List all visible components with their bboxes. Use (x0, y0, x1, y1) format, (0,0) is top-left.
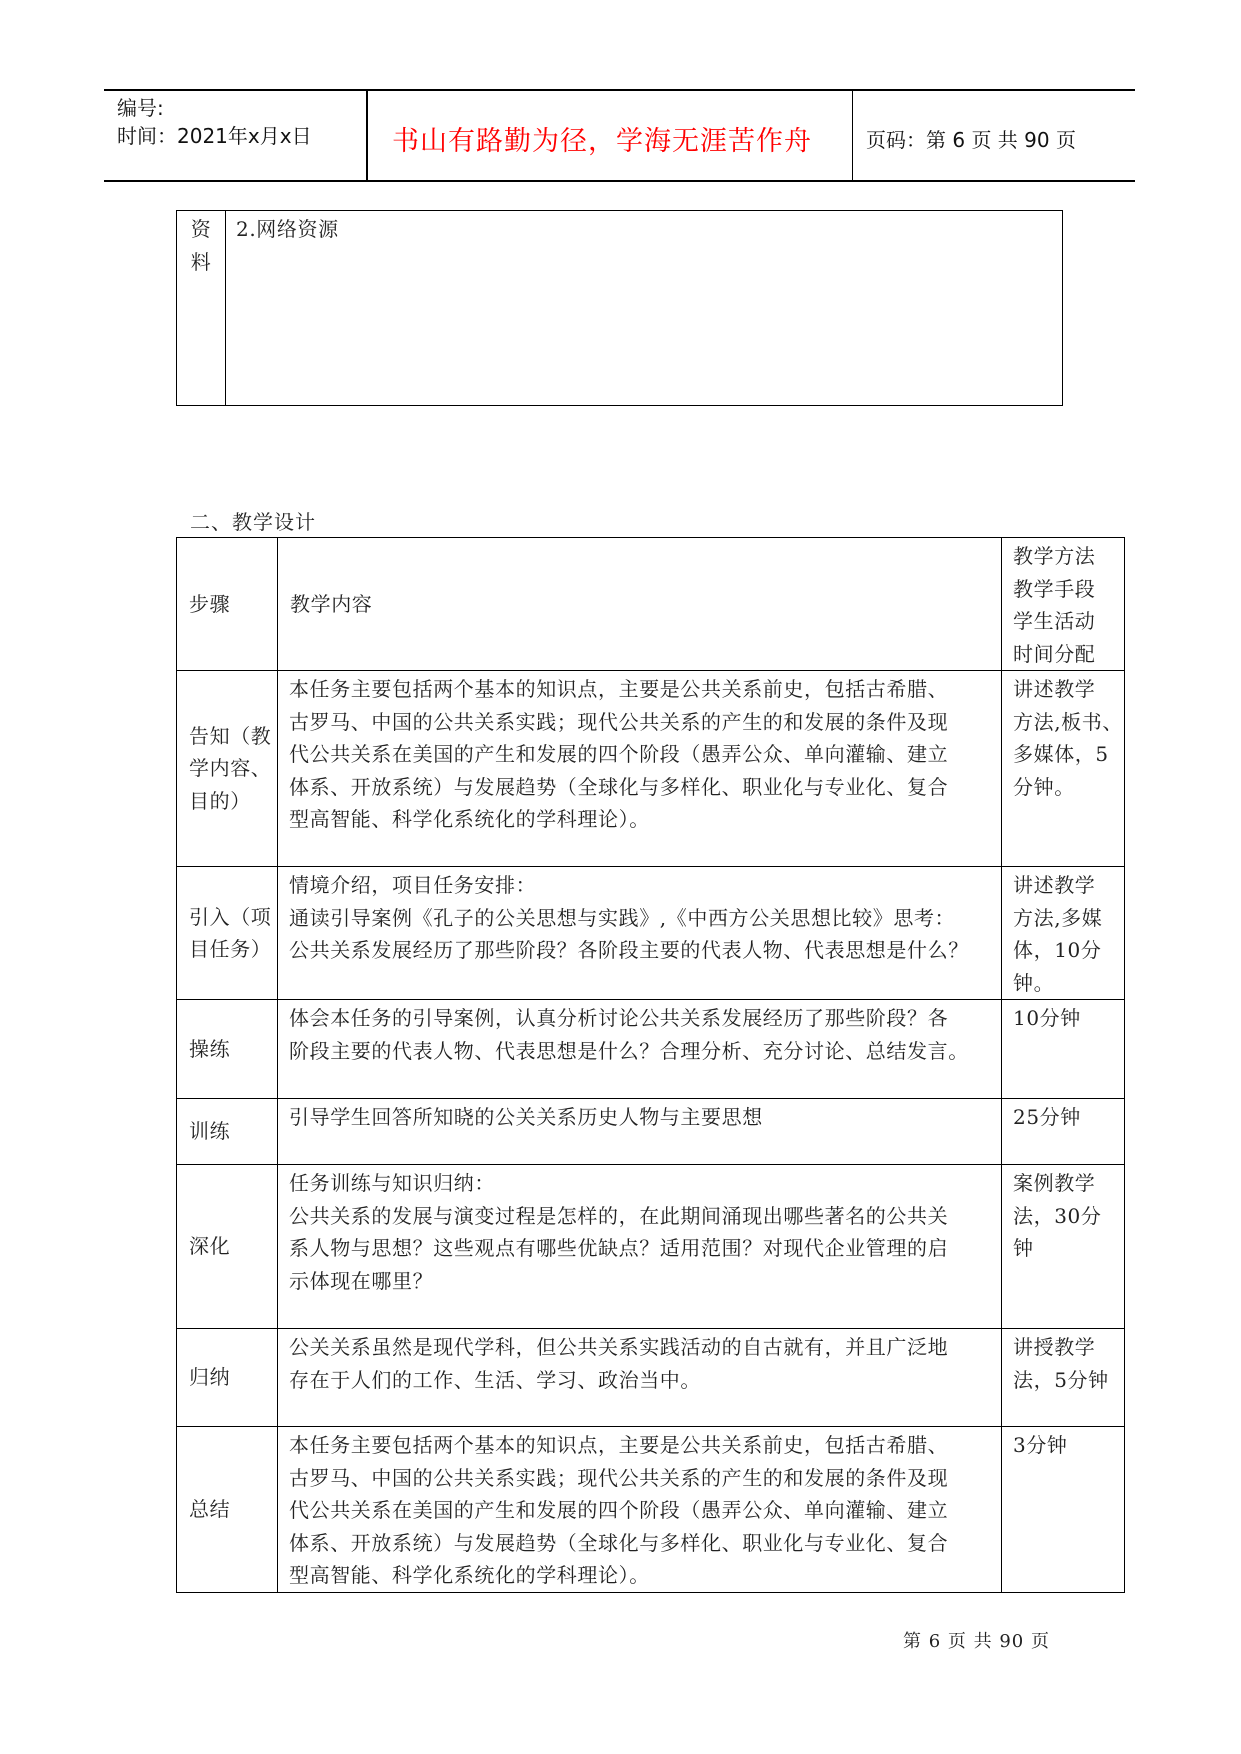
step-cell-line: 训练 (189, 1119, 231, 1144)
step-cell (177, 671, 278, 867)
content-cell-line: 古罗马、中国的公共关系实践；现代公共关系的产生的和发展的条件及现 (289, 709, 949, 734)
content-cell-line: 公共关系的发展与演变过程是怎样的，在此期间涌现出哪些著名的公共关 (289, 1203, 949, 1228)
header-divider (366, 89, 368, 182)
header-method (1002, 538, 1125, 671)
method-cell-line: 钟。 (1013, 970, 1055, 995)
step-cell-line: 目任务） (189, 937, 272, 961)
method-cell-line: 钟 (1013, 1236, 1034, 1260)
content-cell (278, 1000, 1002, 1099)
header-content: 教学内容 (278, 538, 1002, 671)
header-method-line: 学生活动 (1013, 609, 1096, 633)
content-cell (278, 1329, 1002, 1427)
table-row (177, 1329, 1125, 1427)
method-cell (1002, 1329, 1125, 1427)
step-cell (177, 1165, 278, 1329)
content-cell-line: 存在于人们的工作、生活、学习、政治当中。 (289, 1367, 701, 1392)
header-top-rule (104, 89, 1135, 91)
method-cell-line: 讲授教学 (1013, 1335, 1096, 1359)
content-cell (278, 867, 1002, 1000)
content-cell-line: 公共关系发展经历了那些阶段？各阶段主要的代表人物、代表思想是什么？ (289, 938, 969, 962)
method-cell (1002, 1165, 1125, 1329)
resources-content: 2.网络资源 (236, 217, 339, 241)
table-row (177, 671, 1125, 867)
method-cell (1002, 1099, 1125, 1165)
method-cell-line: 方法,板书、 (1013, 709, 1123, 734)
method-cell-line: 讲述教学 (1013, 873, 1096, 897)
footer-page-number: 第 6 页 共 90 页 (903, 1631, 1050, 1652)
content-cell-line: 系人物与思想？这些观点有哪些优缺点？适用范围？对现代企业管理的启 (289, 1236, 949, 1260)
content-cell-line: 阶段主要的代表人物、代表思想是什么？合理分析、充分讨论、总结发言。 (289, 1038, 969, 1063)
content-cell-line: 公关关系虽然是现代学科，但公共关系实践活动的自古就有，并且广泛地 (289, 1335, 949, 1359)
content-cell (278, 671, 1002, 867)
header-bottom-rule (104, 180, 1135, 182)
method-cell (1002, 1000, 1125, 1099)
method-cell (1002, 867, 1125, 1000)
table-row (177, 1000, 1125, 1099)
content-cell-line: 体系、开放系统）与发展趋势（全球化与多样化、职业化与专业化、复合 (289, 774, 949, 799)
document-number-label: 编号: (117, 96, 164, 120)
content-cell-line: 情境介绍，项目任务安排： (289, 873, 537, 897)
method-cell-line: 法，30分 (1013, 1203, 1102, 1228)
header-method-line: 时间分配 (1013, 641, 1096, 666)
step-cell-line: 总结 (189, 1497, 231, 1521)
method-cell-line: 25分钟 (1013, 1105, 1081, 1129)
header-page-label: 页码：第 6 页 共 90 页 (866, 128, 1076, 152)
table-row (177, 1099, 1125, 1165)
method-cell-line: 讲述教学 (1013, 677, 1096, 701)
step-cell (177, 1099, 278, 1165)
table-row (177, 1165, 1125, 1329)
content-cell-line: 型高智能、科学化系统化的学科理论）。 (289, 1563, 650, 1587)
method-cell-line: 方法,多媒 (1013, 905, 1103, 930)
step-cell (177, 867, 278, 1000)
table-row (177, 211, 1063, 406)
table-row (177, 867, 1125, 1000)
header-method-line: 教学方法 (1013, 544, 1096, 568)
method-cell-line: 3分钟 (1013, 1433, 1068, 1457)
content-cell (278, 1427, 1002, 1593)
method-cell (1002, 671, 1125, 867)
method-cell-line: 法，5分钟 (1013, 1367, 1109, 1392)
content-cell (278, 1099, 1002, 1165)
content-cell-line: 体会本任务的引导案例，认真分析讨论公共关系发展经历了那些阶段？各 (289, 1006, 949, 1030)
step-cell (177, 1000, 278, 1099)
method-cell-line: 10分钟 (1013, 1006, 1081, 1030)
content-cell-line: 体系、开放系统）与发展趋势（全球化与多样化、职业化与专业化、复合 (289, 1530, 949, 1555)
content-cell-line: 代公共关系在美国的产生和发展的四个阶段（愚弄公众、单向灌输、建立 (289, 742, 949, 766)
method-cell-line: 案例教学 (1013, 1171, 1096, 1195)
content-cell-line: 任务训练与知识归纳： (289, 1171, 495, 1195)
step-cell-line: 告知（教 (189, 723, 272, 748)
section-title: 二、教学设计 (190, 510, 316, 534)
content-cell-line: 本任务主要包括两个基本的知识点，主要是公共关系前史，包括古希腊、 (289, 1433, 949, 1457)
step-cell-line: 操练 (189, 1036, 231, 1061)
step-cell-line: 学内容、 (189, 756, 272, 781)
step-cell (177, 1427, 278, 1593)
table-header-row (177, 538, 1125, 671)
content-cell (278, 1165, 1002, 1329)
content-cell-line: 通读引导案例《孔子的公关思想与实践》,《中西方公关思想比较》思考： (289, 905, 956, 930)
content-cell-line: 型高智能、科学化系统化的学科理论）。 (289, 807, 650, 831)
resources-label-cell (177, 211, 226, 406)
header-step: 步骤 (177, 538, 278, 671)
step-cell-line: 深化 (189, 1234, 231, 1259)
resources-label: 料 (190, 249, 212, 274)
table-row (177, 1427, 1125, 1593)
resources-label: 资 (190, 217, 212, 241)
content-cell-line: 古罗马、中国的公共关系实践；现代公共关系的产生的和发展的条件及现 (289, 1465, 949, 1490)
header-motto: 书山有路勤为径，学海无涯苦作舟 (392, 126, 812, 157)
content-cell-line: 示体现在哪里？ (289, 1268, 434, 1293)
method-cell-line: 分钟。 (1013, 774, 1075, 799)
step-cell-line: 归纳 (189, 1365, 231, 1390)
header-method-line: 教学手段 (1013, 576, 1096, 601)
step-cell-line: 目的） (189, 788, 251, 813)
resources-content-cell (226, 211, 1063, 406)
content-cell-line: 代公共关系在美国的产生和发展的四个阶段（愚弄公众、单向灌输、建立 (289, 1498, 949, 1522)
content-cell-line: 本任务主要包括两个基本的知识点，主要是公共关系前史，包括古希腊、 (289, 677, 949, 701)
method-cell-line: 多媒体，5 (1013, 742, 1109, 766)
step-cell-line: 引入（项 (189, 904, 272, 929)
resources-table (176, 210, 1063, 406)
content-cell-line: 引导学生回答所知晓的公关关系历史人物与主要思想 (289, 1105, 763, 1129)
method-cell-line: 体，10分 (1013, 938, 1102, 962)
header-divider (852, 89, 853, 182)
teaching-design-table (176, 537, 1125, 1593)
step-cell (177, 1329, 278, 1427)
method-cell (1002, 1427, 1125, 1593)
document-time-label: 时间：2021年x月x日 (117, 124, 312, 148)
